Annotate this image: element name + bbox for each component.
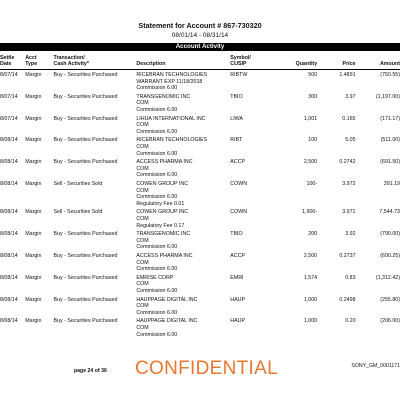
acct-type-cell: Margin (25, 72, 42, 78)
description-line: COM (136, 143, 149, 150)
column-header-amount: Amount (356, 53, 400, 70)
acct-type-cell: Margin (25, 252, 42, 259)
description-line: COM (136, 237, 149, 244)
description-line: ACCESS PHARMA INC (136, 252, 193, 259)
column-header-symbol: Symbol/ CUSIP (228, 53, 275, 70)
acct-type-cell: Margin (25, 159, 42, 166)
page-number: page 24 of 36 (74, 368, 107, 374)
quantity-cell: 1,000 (303, 296, 318, 303)
acct-type-cell: Margin (25, 209, 42, 216)
account-activity-rows (0, 70, 400, 339)
description-line: COM (136, 281, 149, 288)
amount-cell: (206.00) (380, 318, 400, 325)
symbol-cell: COWN (230, 180, 248, 187)
description-line: WARRANT EXP 11/18/2018 (136, 78, 203, 85)
symbol-cell: EMRI (230, 274, 244, 281)
price-cell: 3.972 (342, 180, 356, 187)
description-line: COM (136, 122, 149, 129)
account-activity-table (0, 53, 400, 338)
description-line: LIHUA INTERNATIONAL INC (136, 115, 206, 122)
acct-type-cell: Margin (25, 274, 42, 281)
quantity-cell: 100 (308, 137, 318, 144)
settle-date-cell: 8/08/14 (0, 296, 18, 303)
description-line: COM (136, 100, 149, 107)
description-cell (134, 114, 228, 136)
quantity-cell: 200 (308, 231, 318, 238)
description-line: HAUPPAGE DIGITAL INC (136, 318, 198, 325)
table-row (0, 92, 400, 114)
symbol-cell: HAUP (230, 318, 245, 325)
price-cell: 0.165 (342, 115, 356, 122)
transaction-cell: Buy - Securities Purchased (53, 274, 118, 281)
table-row (0, 229, 400, 251)
table-row (0, 251, 400, 273)
symbol-cell: TBIO (230, 93, 243, 100)
transaction-cell: Buy - Securities Purchased (53, 115, 118, 122)
amount-cell: (690.25) (380, 252, 400, 259)
description-cell (134, 179, 228, 207)
settle-date-cell: 8/08/14 (0, 231, 18, 238)
price-cell: 0.2742 (339, 159, 356, 166)
description-line: COM (136, 165, 149, 172)
amount-cell: (171.17) (380, 115, 400, 122)
price-cell: 1.4891 (339, 72, 356, 78)
description-line: RICEBRAN TECHNOLOGIES (136, 137, 208, 144)
symbol-cell: LIWA (230, 115, 244, 122)
description-line: Commission 6.00 (136, 150, 178, 157)
column-header-acct-type: Acct Type (23, 53, 51, 70)
amount-cell: (790.00) (380, 231, 400, 238)
transaction-cell: Buy - Securities Purchased (53, 231, 118, 238)
quantity-cell: 1,574 (303, 274, 318, 281)
price-cell: 0.2737 (339, 252, 356, 259)
price-cell: 3.971 (342, 209, 356, 216)
description-line: Commission 6.00 (136, 85, 178, 92)
description-line: Commission 6.00 (136, 309, 178, 316)
symbol-cell: TBIO (230, 231, 243, 238)
description-line: Commission 6.00 (136, 194, 178, 201)
quantity-cell: 1,000 (303, 318, 318, 325)
transaction-cell: Buy - Securities Purchased (53, 159, 118, 166)
description-cell (134, 251, 228, 273)
description-line: Commission 6.00 (136, 106, 178, 113)
amount-cell: 391.19 (383, 180, 400, 187)
transaction-cell: Sell - Securities Sold (53, 180, 103, 187)
description-line: EMRISE CORP (136, 274, 174, 281)
description-line: RICEBRAN TECHNOLOGIES (136, 72, 208, 78)
description-cell (134, 70, 228, 92)
settle-date-cell: 8/08/14 (0, 180, 18, 187)
settle-date-cell: 8/07/14 (0, 115, 18, 122)
description-line: HAUPPAGE DIGITAL INC (136, 296, 198, 303)
description-cell (134, 229, 228, 251)
description-line: TRANSGENOMIC INC (136, 231, 191, 238)
column-header-transaction: Transaction/ Cash Activity* (52, 53, 135, 70)
table-row (0, 70, 400, 92)
transaction-cell: Sell - Securities Sold (53, 209, 103, 216)
column-header-settle-date: Settle Date (0, 53, 23, 70)
description-line: COWEN GROUP INC (136, 209, 189, 216)
acct-type-cell: Margin (25, 296, 42, 303)
section-header-account-activity: Account Activity (0, 43, 400, 51)
settle-date-cell: 8/08/14 (0, 209, 18, 216)
description-line: COWEN GROUP INC (136, 180, 189, 187)
price-cell: 0.2498 (339, 296, 356, 303)
amount-cell: 7,544.73 (379, 209, 400, 216)
description-line: Commission 6.00 (136, 244, 178, 251)
description-line: COM (136, 187, 149, 194)
settle-date-cell: 8/08/14 (0, 159, 18, 166)
transaction-cell: Buy - Securities Purchased (53, 296, 118, 303)
confidential-stamp: CONFIDENTIAL (135, 358, 278, 379)
amount-cell: (750.55) (380, 72, 400, 78)
description-line: Regulatory Fee 0.01 (136, 200, 185, 207)
table-row (0, 157, 400, 179)
description-cell (134, 295, 228, 317)
quantity-cell: 500 (308, 72, 318, 78)
description-cell (134, 273, 228, 295)
settle-date-cell: 8/08/14 (0, 318, 18, 325)
acct-type-cell: Margin (25, 318, 42, 325)
amount-cell: (691.50) (380, 159, 400, 166)
table-row (0, 207, 400, 229)
settle-date-cell: 8/08/14 (0, 252, 18, 259)
description-cell (134, 135, 228, 157)
statement-period: 08/01/14 - 08/31/14 (171, 32, 229, 39)
column-header-quantity: Quantity (276, 53, 317, 70)
symbol-cell: RIBTW (230, 72, 248, 78)
table-row (0, 273, 400, 295)
description-cell (134, 157, 228, 179)
column-header-description: Description (134, 53, 228, 70)
amount-cell: (511.00) (380, 137, 400, 144)
statement-title: Statement for Account # 867-730320 (138, 21, 262, 30)
quantity-cell: 2,500 (303, 252, 318, 259)
table-row (0, 179, 400, 207)
acct-type-cell: Margin (25, 115, 42, 122)
column-header-price: Price (317, 53, 355, 70)
table-row (0, 316, 400, 338)
description-line: Commission 6.00 (136, 331, 178, 338)
price-cell: 0.20 (345, 318, 356, 325)
description-line: Commission 6.00 (136, 128, 178, 135)
amount-cell: (1,312.42) (375, 274, 400, 281)
symbol-cell: RIBT (230, 137, 243, 144)
symbol-cell: COWN (230, 209, 248, 216)
description-cell (134, 92, 228, 114)
amount-cell: (255.80) (380, 296, 400, 303)
acct-type-cell: Margin (25, 180, 42, 187)
description-line: Commission 6.00 (136, 172, 178, 179)
description-line: Commission 6.00 (136, 287, 178, 294)
quantity-cell: 1,900- (302, 209, 318, 216)
quantity-cell: 2,500 (303, 159, 318, 166)
symbol-cell: HAUP (230, 296, 245, 303)
symbol-cell: ACCP (230, 159, 245, 166)
transaction-cell: Buy - Securities Purchased (53, 72, 118, 78)
description-line: ACCESS PHARMA INC (136, 159, 193, 166)
table-header-row (0, 53, 400, 70)
settle-date-cell: 8/07/14 (0, 72, 18, 78)
price-cell: 3.97 (345, 93, 356, 100)
amount-cell: (1,197.00) (375, 93, 400, 100)
description-cell (134, 316, 228, 338)
description-line: COM (136, 259, 149, 266)
transaction-cell: Buy - Securities Purchased (53, 93, 118, 100)
table-row (0, 295, 400, 317)
settle-date-cell: 8/08/14 (0, 137, 18, 144)
description-line: COM (136, 215, 149, 222)
quantity-cell: 100- (306, 180, 318, 187)
description-line: Regulatory Fee 0.17 (136, 222, 185, 229)
acct-type-cell: Margin (25, 93, 42, 100)
acct-type-cell: Margin (25, 231, 42, 238)
table-row (0, 135, 400, 157)
description-cell (134, 207, 228, 229)
symbol-cell: ACCP (230, 252, 245, 259)
description-line: Commission 6.00 (136, 266, 178, 273)
settle-date-cell: 8/08/14 (0, 274, 18, 281)
acct-type-cell: Margin (25, 137, 42, 144)
quantity-cell: 300 (308, 93, 318, 100)
transaction-cell: Buy - Securities Purchased (53, 318, 118, 325)
price-cell: 5.05 (345, 137, 356, 144)
quantity-cell: 1,001 (303, 115, 318, 122)
description-line: TRANSGENOMIC INC (136, 93, 191, 100)
price-cell: 3.92 (345, 231, 356, 238)
transaction-cell: Buy - Securities Purchased (53, 137, 118, 144)
table-row (0, 114, 400, 136)
settle-date-cell: 8/07/14 (0, 93, 18, 100)
bates-number: SONY_GM_0001171 (351, 363, 400, 369)
transaction-cell: Buy - Securities Purchased (53, 252, 118, 259)
price-cell: 0.83 (345, 274, 356, 281)
description-line: COM (136, 303, 149, 310)
description-line: COM (136, 324, 149, 331)
